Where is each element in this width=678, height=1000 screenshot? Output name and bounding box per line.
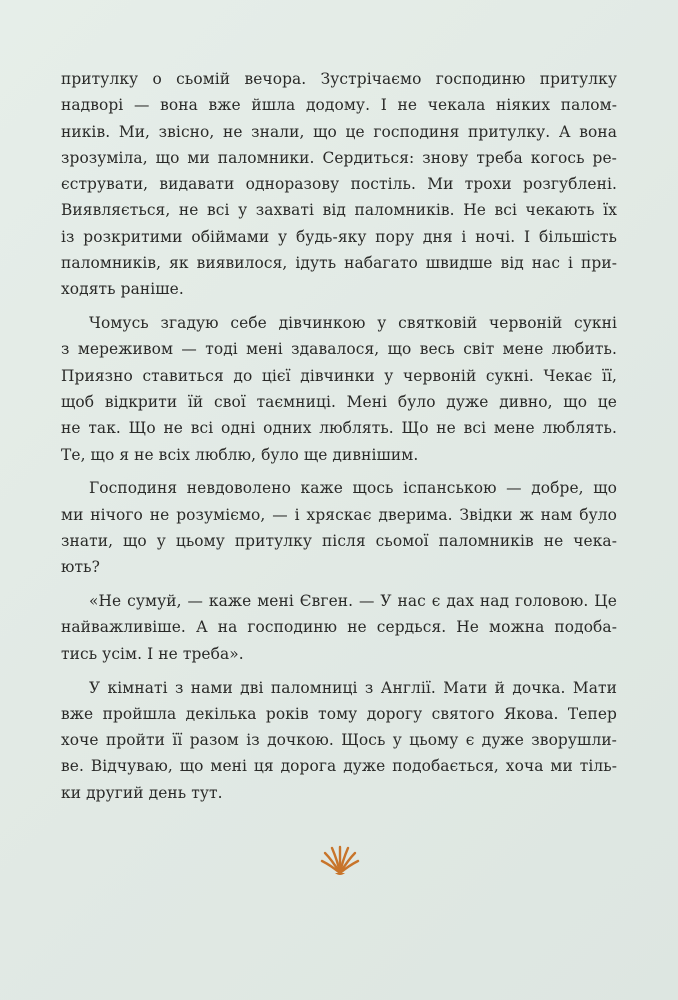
text-line: У кімнаті з нами дві паломниці з Англії. Мати й дочка. Мати bbox=[89, 678, 617, 697]
text-line: не так. Що не всі одні одних люблять. Що не всі мене люблять. bbox=[61, 419, 617, 438]
text-line: Господиня невдоволено каже щось іспанською — добре, що bbox=[89, 479, 617, 498]
text-line: тись усім. І не треба». bbox=[61, 644, 244, 663]
paragraph-3 bbox=[61, 475, 617, 580]
text-line: ми нічого не розуміємо, — і хряскає дверима. Звідки ж нам було bbox=[61, 505, 617, 524]
text-line: паломників, як виявилося, ідуть набагато швидше від нас і при- bbox=[61, 254, 617, 273]
text-line: надворі — вона вже йшла додому. І не чекала ніяких палом- bbox=[61, 96, 617, 115]
text-line: єструвати, видавати одноразову постіль. Ми трохи розгублені. bbox=[61, 175, 617, 194]
text-line: ки другий день тут. bbox=[61, 783, 223, 802]
text-line: Приязно ставиться до цієї дівчинки у червоній сукні. Чекає її, bbox=[61, 366, 617, 385]
text-line: знати, що у цьому притулку після сьомої паломників не чека- bbox=[61, 532, 617, 551]
text-line: із розкритими обіймами у будь-яку пору дня і ночі. І більшість bbox=[61, 227, 617, 246]
paragraph-1 bbox=[61, 66, 617, 303]
body-text bbox=[61, 66, 617, 814]
text-line: Те, що я не всіх люблю, було ще дивнішим. bbox=[61, 445, 419, 464]
text-line: зрозуміла, що ми паломники. Сердиться: знову треба когось ре- bbox=[61, 148, 617, 167]
text-line: хоче пройти її разом із дочкою. Щось у цьому є дуже зворушли- bbox=[61, 731, 617, 750]
text-line: ходять раніше. bbox=[61, 280, 184, 299]
text-line: Виявляється, не всі у захваті від паломників. Не всі чекають їх bbox=[61, 201, 617, 220]
text-line: вже пройшла декілька років тому дорогу святого Якова. Тепер bbox=[61, 704, 617, 723]
paragraph-5 bbox=[61, 675, 617, 806]
text-line: найважливіше. А на господиню не сердься. Не можна подоба- bbox=[61, 618, 617, 637]
text-line: ють? bbox=[61, 558, 100, 577]
text-line: «Не сумуй, — каже мені Євген. — У нас є дах над головою. Це bbox=[89, 592, 617, 611]
text-line: притулку о сьомій вечора. Зустрічаємо господиню притулку bbox=[61, 70, 617, 88]
paragraph-4 bbox=[61, 588, 617, 667]
text-line: ве. Відчуваю, що мені ця дорога дуже подобається, хоча ми тіль- bbox=[61, 757, 617, 776]
scallop-shell-icon bbox=[320, 843, 360, 877]
text-line: Чомусь згадую себе дівчинкою у святковій червоній сукні bbox=[89, 314, 617, 333]
paragraph-2 bbox=[61, 310, 617, 468]
text-line: щоб відкрити їй свої таємниці. Мені було дуже дивно, що це bbox=[61, 393, 617, 412]
text-line: ників. Ми, звісно, не знали, що це господиня притулку. А вона bbox=[61, 122, 617, 141]
text-line: з мереживом — тоді мені здавалося, що весь світ мене любить. bbox=[61, 340, 617, 359]
